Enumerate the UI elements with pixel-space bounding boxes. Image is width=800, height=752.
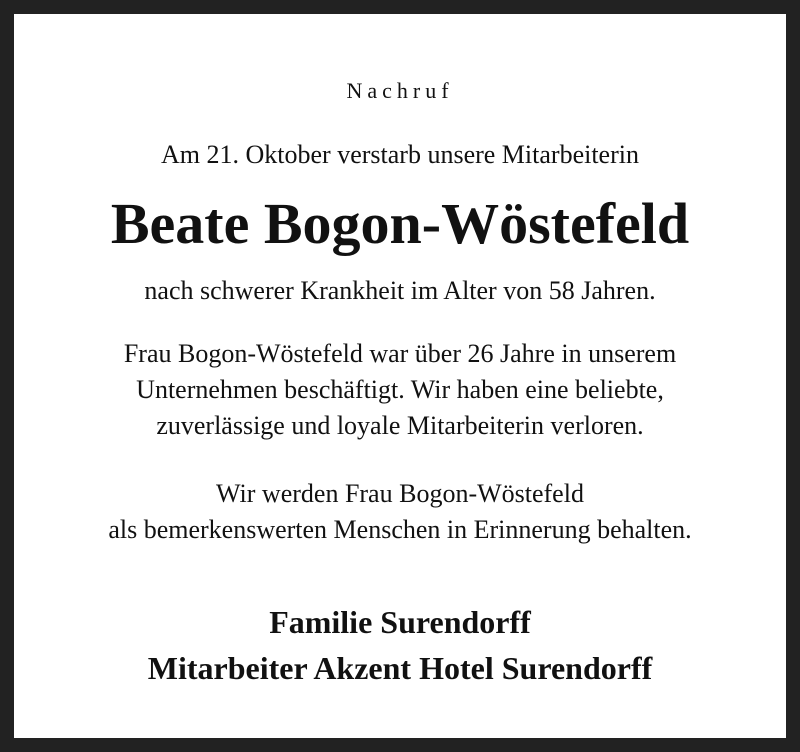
tribute-line: Frau Bogon-Wöstefeld war über 26 Jahre in unserem [123, 339, 677, 368]
signature-staff: Mitarbeiter Akzent Hotel Surendorff [147, 650, 653, 686]
intro-line: Am 21. Oktober verstarb unsere Mitarbeiterin [161, 140, 639, 169]
age-line: nach schwerer Krankheit im Alter von 58 Jahren. [144, 276, 656, 305]
remembrance-line: Wir werden Frau Bogon-Wöstefeld [216, 479, 584, 508]
remembrance-paragraph [14, 476, 786, 548]
tribute-line: Unternehmen beschäftigt. Wir haben eine beliebte, [136, 375, 664, 404]
deceased-name: Beate Bogon-Wöstefeld [110, 191, 690, 256]
tribute-paragraph [14, 336, 786, 444]
remembrance-line: als bemerkenswerten Menschen in Erinnerung behalten. [108, 515, 692, 544]
signature-family: Familie Surendorff [269, 604, 531, 640]
tribute-line: zuverlässige und loyale Mitarbeiterin verloren. [156, 411, 644, 440]
notice-header: Nachruf [346, 78, 454, 103]
